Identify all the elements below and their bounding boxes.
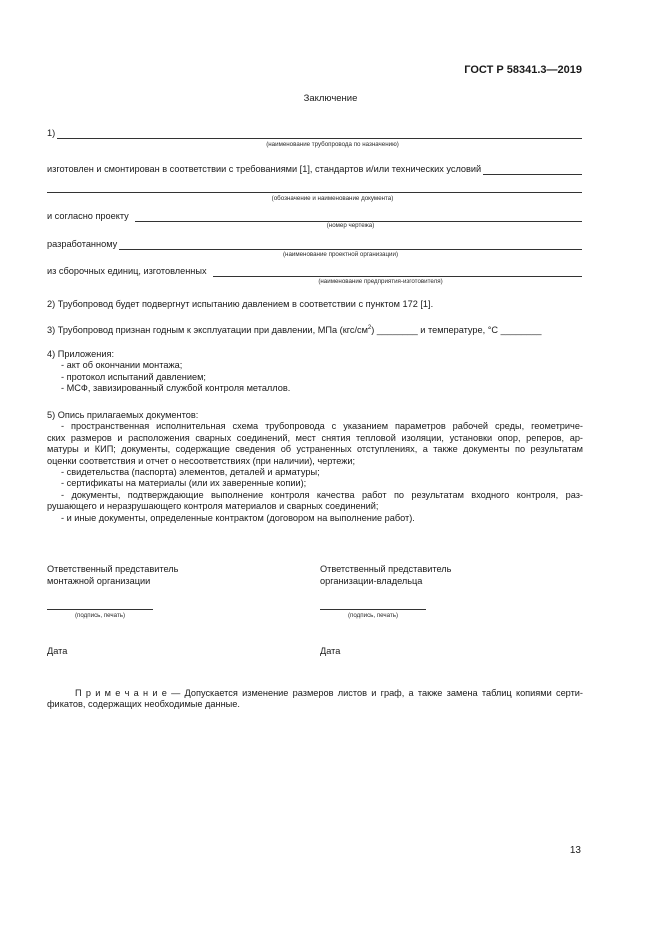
item3-superscript: 2 <box>367 324 372 331</box>
list-line: - документы, подтверждающие выполнение контроля качества работ по результатам входного контроля, раз- <box>61 489 583 500</box>
caption-drawing: (номер чертежа) <box>326 222 375 229</box>
list-line: ских размеров и расположения сварных соединений, мест снятия тепловой изоляции, установки опор, реперов, ар- <box>47 432 583 443</box>
project-row <box>47 210 582 222</box>
manufactured-label: изготовлен и смонтирован в соответствии с требованиями [1], стандартов и/или технических условий <box>47 164 482 174</box>
assembly-row <box>47 265 582 277</box>
caption-signature-right: (подпись, печать) <box>347 612 399 619</box>
page-title: Заключение <box>303 93 358 104</box>
note-line2: фикатов, содержащих необходимые данные. <box>47 699 240 710</box>
item4-appendices <box>47 349 583 395</box>
item5-heading: 5) Опись прилагаемых документов: <box>47 410 199 420</box>
drawing-number-field[interactable] <box>135 212 582 222</box>
caption-signature-left: (подпись, печать) <box>74 612 126 619</box>
caption-document: (обозначение и наименование документа) <box>271 195 394 202</box>
sig-left-line1: Ответственный представитель <box>47 564 179 574</box>
pipeline-name-row <box>47 127 582 139</box>
list-item: - протокол испытаний давлением; <box>61 371 206 382</box>
developed-label: разработанному <box>47 239 118 249</box>
list-line: - сертификаты на материалы (или их заверенные копии); <box>61 478 307 489</box>
item3-text-a: 3) Трубопровод признан годным к эксплуатации при давлении, МПа (кгс/см <box>47 325 368 335</box>
standards-field[interactable] <box>483 165 582 175</box>
list-line: матуры и КИП; документы, содержащие сведения об устраненных отступлениях, а также документы по результатам <box>47 444 583 455</box>
assembly-label: из сборочных единиц, изготовленных <box>47 266 207 276</box>
date-left: Дата <box>47 646 68 656</box>
list-line: - свидетельства (паспорта) элементов, деталей и арматуры; <box>61 467 320 478</box>
caption-design-org: (наименование проектной организации) <box>282 251 399 258</box>
item3-text <box>47 324 542 336</box>
list-item: - МСФ, завизированный службой контроля металлов. <box>61 383 291 394</box>
note <box>47 688 583 711</box>
list-line: рушающего и неразрушающего контроля материалов и сварных соединений; <box>47 501 379 512</box>
list-item: - акт об окончании монтажа; <box>61 360 183 371</box>
standard-number: ГОСТ Р 58341.3—2019 <box>464 64 582 76</box>
signature-field-right[interactable] <box>320 609 426 610</box>
manufacturer-field[interactable] <box>213 267 582 277</box>
page-number: 13 <box>569 845 581 856</box>
note-label: П р и м е ч а н и е <box>75 688 167 698</box>
manufactured-row <box>47 163 582 175</box>
developed-row <box>47 238 582 250</box>
document-field[interactable] <box>47 192 582 193</box>
sig-left-line2: монтажной организации <box>47 576 151 586</box>
signature-field-left[interactable] <box>47 609 153 610</box>
list-line: - пространственная исполнительная схема трубопровода с указанием параметров рабочей среды, геометриче- <box>61 421 583 432</box>
item5-inventory <box>47 410 583 524</box>
list-line: оценки соответствия и отчет о несоответствиях (при наличии), чертежи; <box>47 455 356 466</box>
item2-text: 2) Трубопровод будет подвергнут испытанию давлением в соответствии с пунктом 172 [1]. <box>47 299 434 309</box>
sig-right-line1: Ответственный представитель <box>320 564 452 574</box>
sig-right-line2: организации-владельца <box>320 576 423 586</box>
item4-heading: 4) Приложения: <box>47 349 115 359</box>
date-right: Дата <box>320 646 341 656</box>
item1-prefix: 1) <box>47 128 56 138</box>
project-label: и согласно проекту <box>47 211 129 221</box>
item3-text-b: ) ________ и температуре, °С ________ <box>371 325 542 335</box>
caption-pipeline-name: (наименование трубопровода по назначению) <box>266 141 399 148</box>
note-line1: — Допускается изменение размеров листов и граф, а также замена таблиц копиями серти- <box>166 688 583 698</box>
list-line: - и иные документы, определенные контрактом (договором на выполнение работ). <box>61 512 415 523</box>
pipeline-name-field[interactable] <box>57 129 582 139</box>
caption-manufacturer: (наименование предприятия-изготовителя) <box>318 278 443 285</box>
design-org-field[interactable] <box>119 240 582 250</box>
